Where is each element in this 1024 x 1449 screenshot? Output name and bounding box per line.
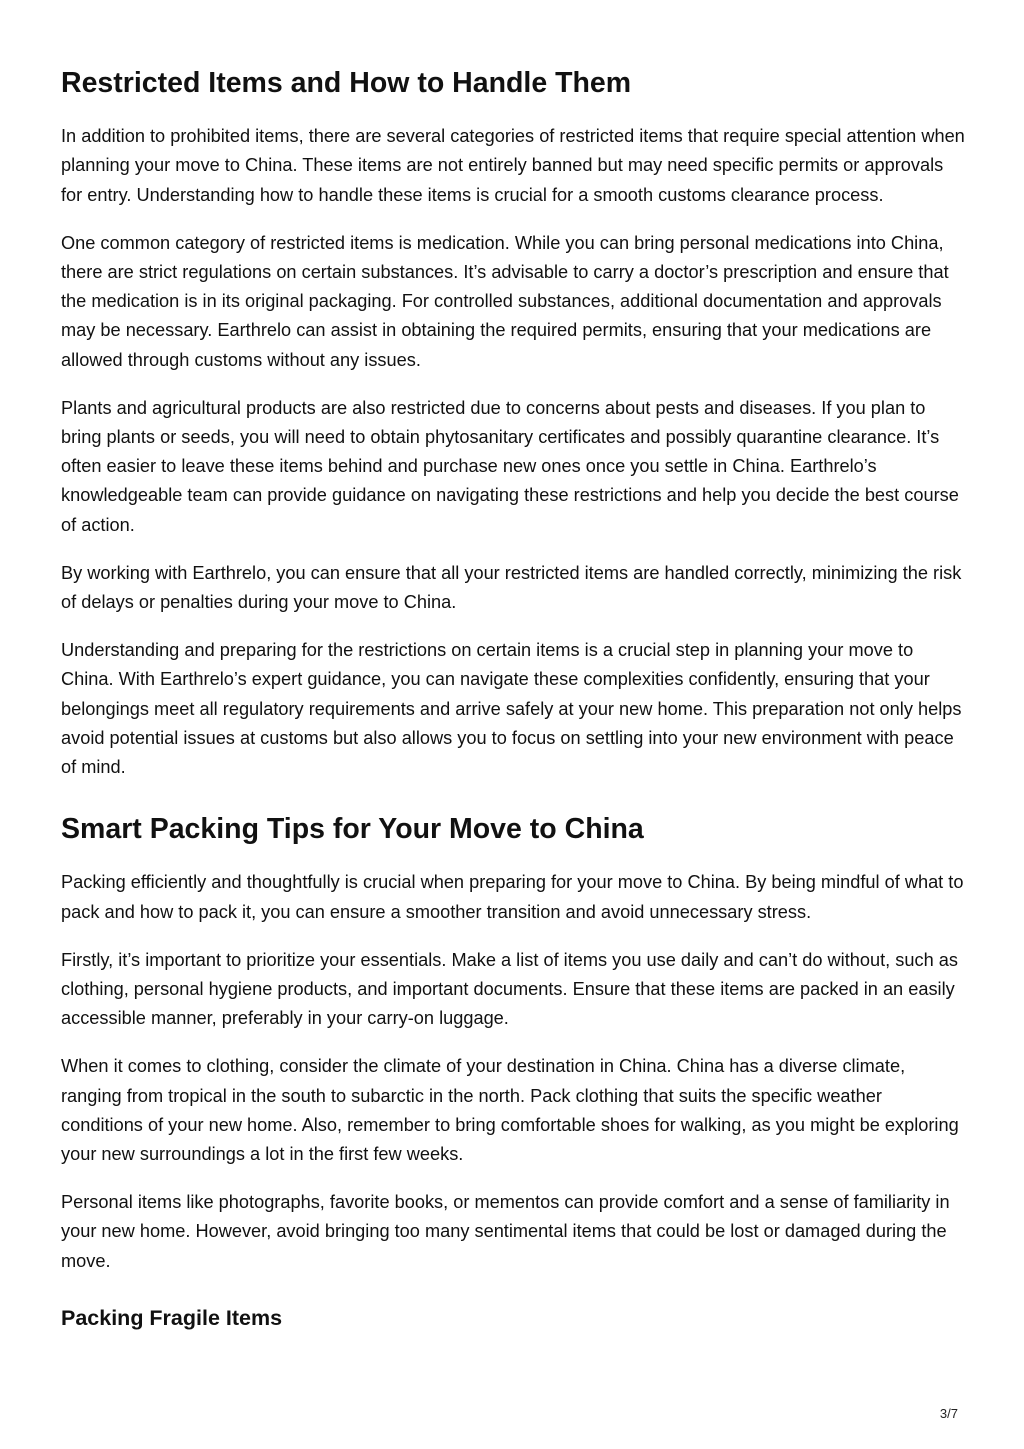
paragraph: Personal items like photographs, favorite books, or mementos can provide comfort and a sense of familiarity in your new home. However, avoid bringing too many sentimental items that could be lost or damaged during the move. (61, 1192, 950, 1271)
section-heading-packing-tips: Smart Packing Tips for Your Move to China (61, 813, 644, 846)
paragraph: Plants and agricultural products are also restricted due to concerns about pests and diseases. If you plan to bring plants or seeds, you will need to obtain phytosanitary certificates and possibly quarantine clearance. It’s often easier to leave these items behind and purchase new ones once you settle in China. Earthrelo’s knowledgeable team can provide guidance on navigating these restrictions and help you decide the best course of action. (61, 397, 959, 535)
document-page (61, 66, 967, 1332)
paragraph: When it comes to clothing, consider the climate of your destination in China. China has a diverse climate, ranging from tropical in the south to subarctic in the north. Pack clothing that suits the specific weather conditions of your new home. Also, remember to bring comfortable shoes for walking, as you might be exploring your new surroundings a lot in the first few weeks. (61, 1056, 959, 1165)
section-heading-restricted-items: Restricted Items and How to Handle Them (61, 67, 632, 99)
paragraph: By working with Earthrelo, you can ensure that all your restricted items are handled correctly, minimizing the risk of delays or penalties during your move to China. (61, 562, 962, 613)
paragraph: One common category of restricted items is medication. While you can bring personal medications into China, there are strict regulations on certain substances. It’s advisable to carry a doctor’s prescription and ensure that the medication is in its original packaging. For controlled substances, additional documentation and approvals may be necessary. Earthrelo can assist in obtaining the required permits, ensuring that your medications are allowed through customs without any issues. (61, 232, 949, 370)
paragraph: Firstly, it’s important to prioritize your essentials. Make a list of items you use daily and can’t do without, such as clothing, personal hygiene products, and important documents. Ensure that these items are packed in an easily accessible manner, preferably in your carry-on luggage. (61, 949, 958, 1029)
paragraph: In addition to prohibited items, there are several categories of restricted items that require special attention when planning your move to China. These items are not entirely banned but may need specific permits or approvals for entry. Understanding how to handle these items is crucial for a smooth customs clearance process. (61, 126, 965, 205)
paragraph: Understanding and preparing for the restrictions on certain items is a crucial step in planning your move to China. With Earthrelo’s expert guidance, you can navigate these complexities confidently, ensuring that your belongings meet all regulatory requirements and arrive safely at your new home. This preparation not only helps avoid potential issues at customs but also allows you to focus on settling into your new environment with peace of mind. (61, 640, 962, 778)
paragraph: Packing efficiently and thoughtfully is crucial when preparing for your move to China. By being mindful of what to pack and how to pack it, you can ensure a smoother transition and avoid unnecessary stress. (61, 872, 964, 922)
page-number: 3/7 (939, 1406, 958, 1421)
subheading-packing-fragile-items: Packing Fragile Items (61, 1305, 283, 1330)
